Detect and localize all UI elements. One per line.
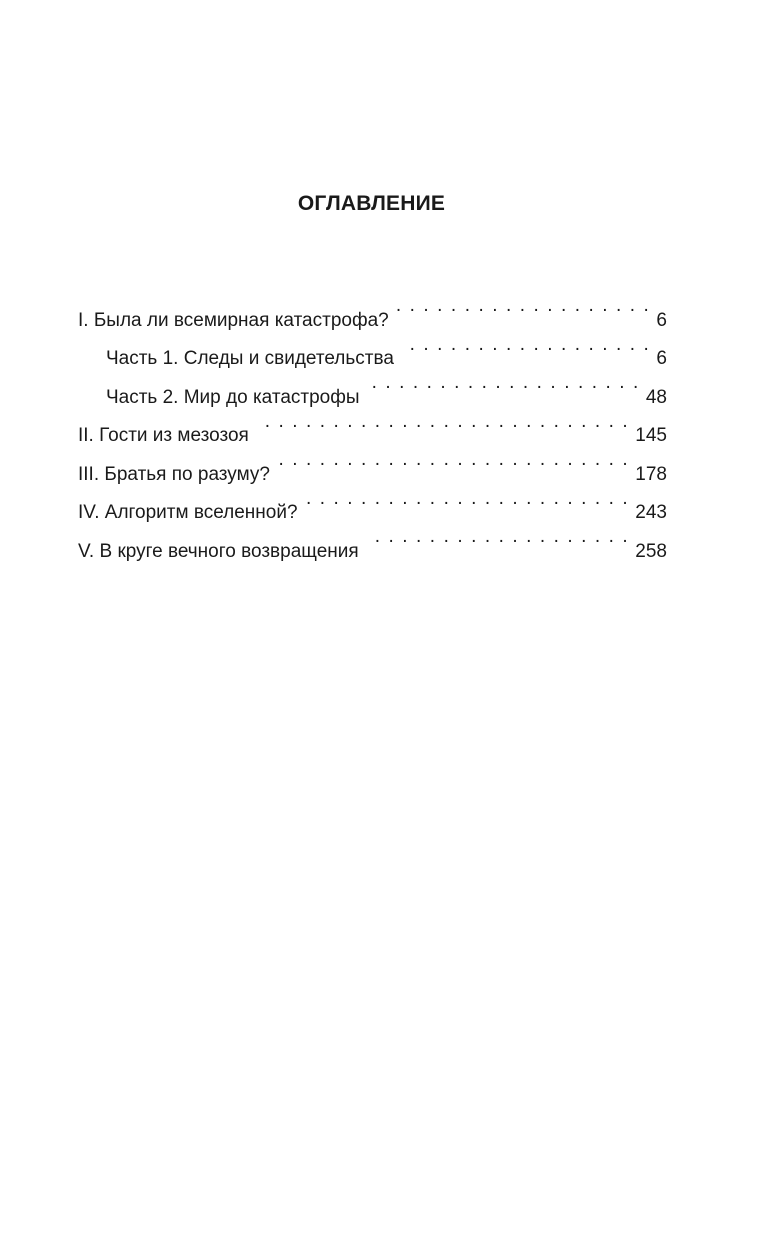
toc-entry-page-number: 48: [645, 386, 667, 408]
toc-entry-title: Часть 1. Следы и свидетельства: [106, 348, 394, 369]
toc-entry-title: III. Братья по разуму?: [78, 463, 270, 485]
dot-leader: [397, 287, 651, 326]
toc-entry-chapter-1: [78, 287, 667, 331]
toc-entry-title: II. Гости из мезозоя: [78, 425, 249, 446]
dot-leader: [367, 518, 630, 557]
dot-leader: [257, 403, 629, 442]
toc-entry-page-number: 258: [635, 540, 667, 562]
dot-leader: [278, 441, 629, 480]
toc-entry-page-number: 145: [635, 425, 667, 446]
dot-leader: [368, 364, 640, 403]
toc-heading: ОГЛАВЛЕНИЕ: [297, 192, 446, 215]
dot-leader: [402, 326, 651, 365]
toc-entry-title: IV. Алгоритм вселенной?: [78, 502, 298, 523]
toc-entry-title: V. В круге вечного возвращения: [78, 540, 359, 562]
table-of-contents: [78, 287, 667, 562]
toc-entry-title: I. Была ли всемирная катастрофа?: [78, 309, 389, 331]
toc-entry-title: Часть 2. Мир до катастрофы: [106, 386, 360, 408]
toc-entry-page-number: 243: [635, 502, 667, 523]
toc-entry-page-number: 6: [656, 348, 667, 369]
toc-entry-page-number: 6: [656, 309, 667, 331]
dot-leader: [306, 480, 630, 519]
toc-entry-page-number: 178: [635, 463, 667, 485]
